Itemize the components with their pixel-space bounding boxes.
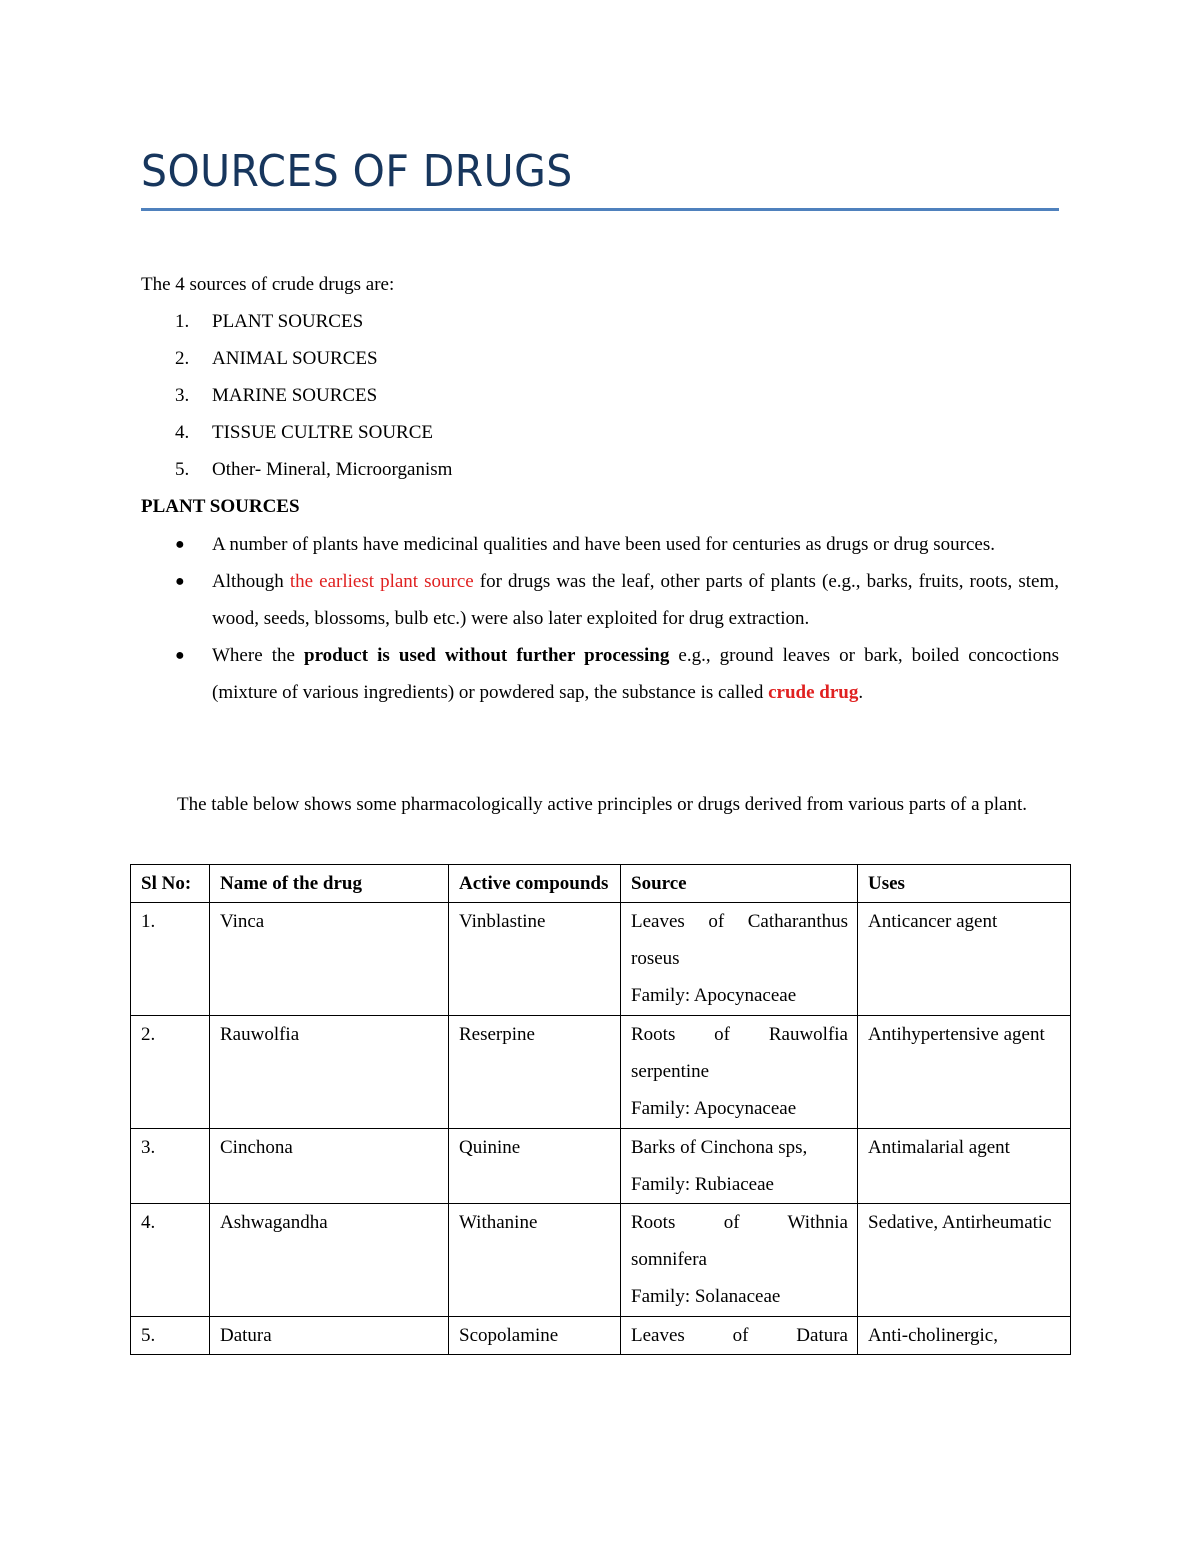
table-cell: Datura	[210, 1317, 449, 1355]
source-line: somnifera	[631, 1249, 707, 1270]
bullet-text: A number of plants have medicinal qualities and have been used for centuries as drugs or drug sources.	[212, 534, 995, 555]
column-header: Name of the drug	[210, 865, 449, 903]
list-item	[141, 303, 452, 340]
family-line: Family: Apocynaceae	[631, 1098, 797, 1119]
drugs-table	[130, 864, 1071, 1355]
bullet-text-pre: Although	[212, 571, 290, 592]
highlighted-text: the earliest plant source	[289, 571, 474, 592]
section-heading: PLANT SOURCES	[141, 496, 300, 517]
bold-text: product is used without further processing	[304, 645, 670, 666]
table-intro-text: The table below shows some pharmacologically active principles or drugs derived from various parts of a plant.	[177, 794, 1027, 815]
list-item	[141, 451, 452, 488]
source-cell	[621, 1204, 858, 1317]
source-line: Roots of Rauwolfia	[631, 1024, 848, 1045]
list-item-label: Other- Mineral, Microorganism	[212, 459, 453, 480]
table-cell: Ashwagandha	[210, 1204, 449, 1317]
table-cell: Scopolamine	[449, 1317, 621, 1355]
bullet-text-mid: e.g., ground leaves or bark, boiled concoctions (mixture of various ingredients) or powdered sap, the substance is called	[212, 645, 1059, 703]
list-number: 3.	[175, 385, 190, 406]
table-row	[131, 1317, 1071, 1355]
table-cell: Rauwolfia	[210, 1016, 449, 1129]
source-line: Leaves of Datura	[631, 1325, 848, 1346]
plant-bullets	[141, 526, 1059, 711]
bullet-icon: ●	[175, 647, 185, 664]
source-cell	[621, 1016, 858, 1129]
list-item-label: ANIMAL SOURCES	[212, 348, 378, 369]
column-header: Sl No:	[131, 865, 210, 903]
table-cell: 1.	[131, 903, 210, 1016]
crude-drug-term: crude drug	[768, 682, 859, 703]
table-cell: Sedative, Antirheumatic	[858, 1204, 1071, 1317]
bullet-item	[141, 526, 1059, 563]
column-header: Active compounds	[449, 865, 621, 903]
list-item	[141, 377, 452, 414]
source-line: roseus	[631, 948, 680, 969]
source-cell	[621, 1129, 858, 1204]
list-number: 1.	[175, 311, 190, 332]
bullet-text-post: for drugs was the leaf, other parts of plants (e.g., barks, fruits, roots, stem, wood, seeds, blossoms, bulb etc.) were also later exploited for drug extraction.	[212, 571, 1059, 629]
list-item-label: PLANT SOURCES	[212, 311, 364, 332]
bullet-text-pre: Where the	[212, 645, 305, 666]
table-cell: Withanine	[449, 1204, 621, 1317]
table-header-row	[131, 865, 1071, 903]
family-line: Family: Rubiaceae	[631, 1174, 774, 1195]
family-line: Family: Apocynaceae	[631, 985, 797, 1006]
table-row	[131, 1204, 1071, 1317]
list-item	[141, 414, 452, 451]
list-number: 4.	[175, 422, 190, 443]
source-cell	[621, 903, 858, 1016]
bullet-item	[141, 637, 1059, 711]
table-cell: Reserpine	[449, 1016, 621, 1129]
table-cell: Anti-cholinergic,	[858, 1317, 1071, 1355]
source-line: Roots of Withnia	[631, 1212, 848, 1233]
list-item-label: TISSUE CULTRE SOURCE	[212, 422, 433, 443]
list-item	[141, 340, 452, 377]
table-cell: 5.	[131, 1317, 210, 1355]
family-line: Family: Solanaceae	[631, 1286, 781, 1307]
list-number: 2.	[175, 348, 190, 369]
table-row	[131, 1129, 1071, 1204]
bullet-item	[141, 563, 1059, 637]
source-line: Leaves of Catharanthus	[631, 911, 848, 932]
table-row	[131, 903, 1071, 1016]
table-cell: 3.	[131, 1129, 210, 1204]
table-row	[131, 1016, 1071, 1129]
bullet-icon: ●	[175, 536, 185, 553]
bullet-icon: ●	[175, 573, 185, 590]
source-line: serpentine	[631, 1061, 710, 1082]
table-cell: Anticancer agent	[858, 903, 1071, 1016]
intro-text: The 4 sources of crude drugs are:	[141, 274, 395, 295]
table-cell: Antihypertensive agent	[858, 1016, 1071, 1129]
list-number: 5.	[175, 459, 190, 480]
sources-list	[141, 303, 452, 488]
table-cell: Antimalarial agent	[858, 1129, 1071, 1204]
table-cell: Vinblastine	[449, 903, 621, 1016]
source-cell	[621, 1317, 858, 1355]
table-cell: Cinchona	[210, 1129, 449, 1204]
table-cell: 4.	[131, 1204, 210, 1317]
table-cell: Quinine	[449, 1129, 621, 1204]
column-header: Uses	[858, 865, 1071, 903]
bullet-text-post: .	[858, 682, 864, 703]
table-cell: Vinca	[210, 903, 449, 1016]
column-header: Source	[621, 865, 858, 903]
page-title: SOURCES OF DRUGS	[141, 146, 573, 197]
source-line: Barks of Cinchona sps,	[631, 1137, 808, 1158]
title-underline	[141, 208, 1059, 211]
table-cell: 2.	[131, 1016, 210, 1129]
list-item-label: MARINE SOURCES	[212, 385, 378, 406]
